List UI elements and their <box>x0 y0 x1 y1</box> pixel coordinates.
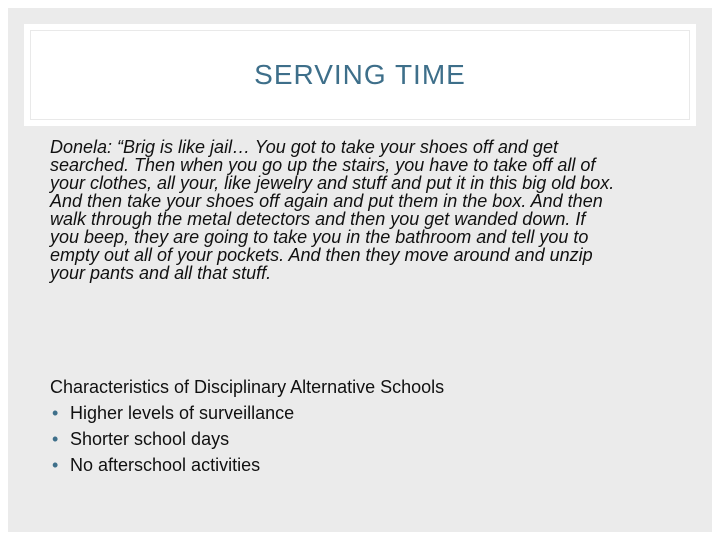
slide-title: SERVING TIME <box>254 59 466 90</box>
bullet-icon: • <box>52 403 59 423</box>
bullet-text: Higher levels of surveillance <box>70 403 295 423</box>
title-box <box>24 24 696 126</box>
quote-text: Donela: “Brig is like jail… You got to take your shoes off and get searched. Then when you go up the stairs, you have to take off all of your clothes, all your, like jewelry and stuff and put it in this big old box. And then take your shoes off again and put them in the box. And then walk through the metal detectors and then you get wanded down. If you beep, they are going to take you in the bathroom and tell you to empty out all of your pockets. And then they move around and unzip your pants and all that stuff. <box>50 137 615 283</box>
list-item <box>50 400 690 426</box>
bullet-icon: • <box>52 455 59 475</box>
section-heading: Characteristics of Disciplinary Alternative Schools <box>50 377 445 397</box>
characteristics-section <box>50 374 690 478</box>
bullet-text: Shorter school days <box>70 429 230 449</box>
slide <box>8 8 712 532</box>
bullet-icon: • <box>52 429 59 449</box>
bullet-list <box>50 400 690 478</box>
bullet-text: No afterschool activities <box>70 455 261 475</box>
list-item <box>50 452 690 478</box>
list-item <box>50 426 690 452</box>
